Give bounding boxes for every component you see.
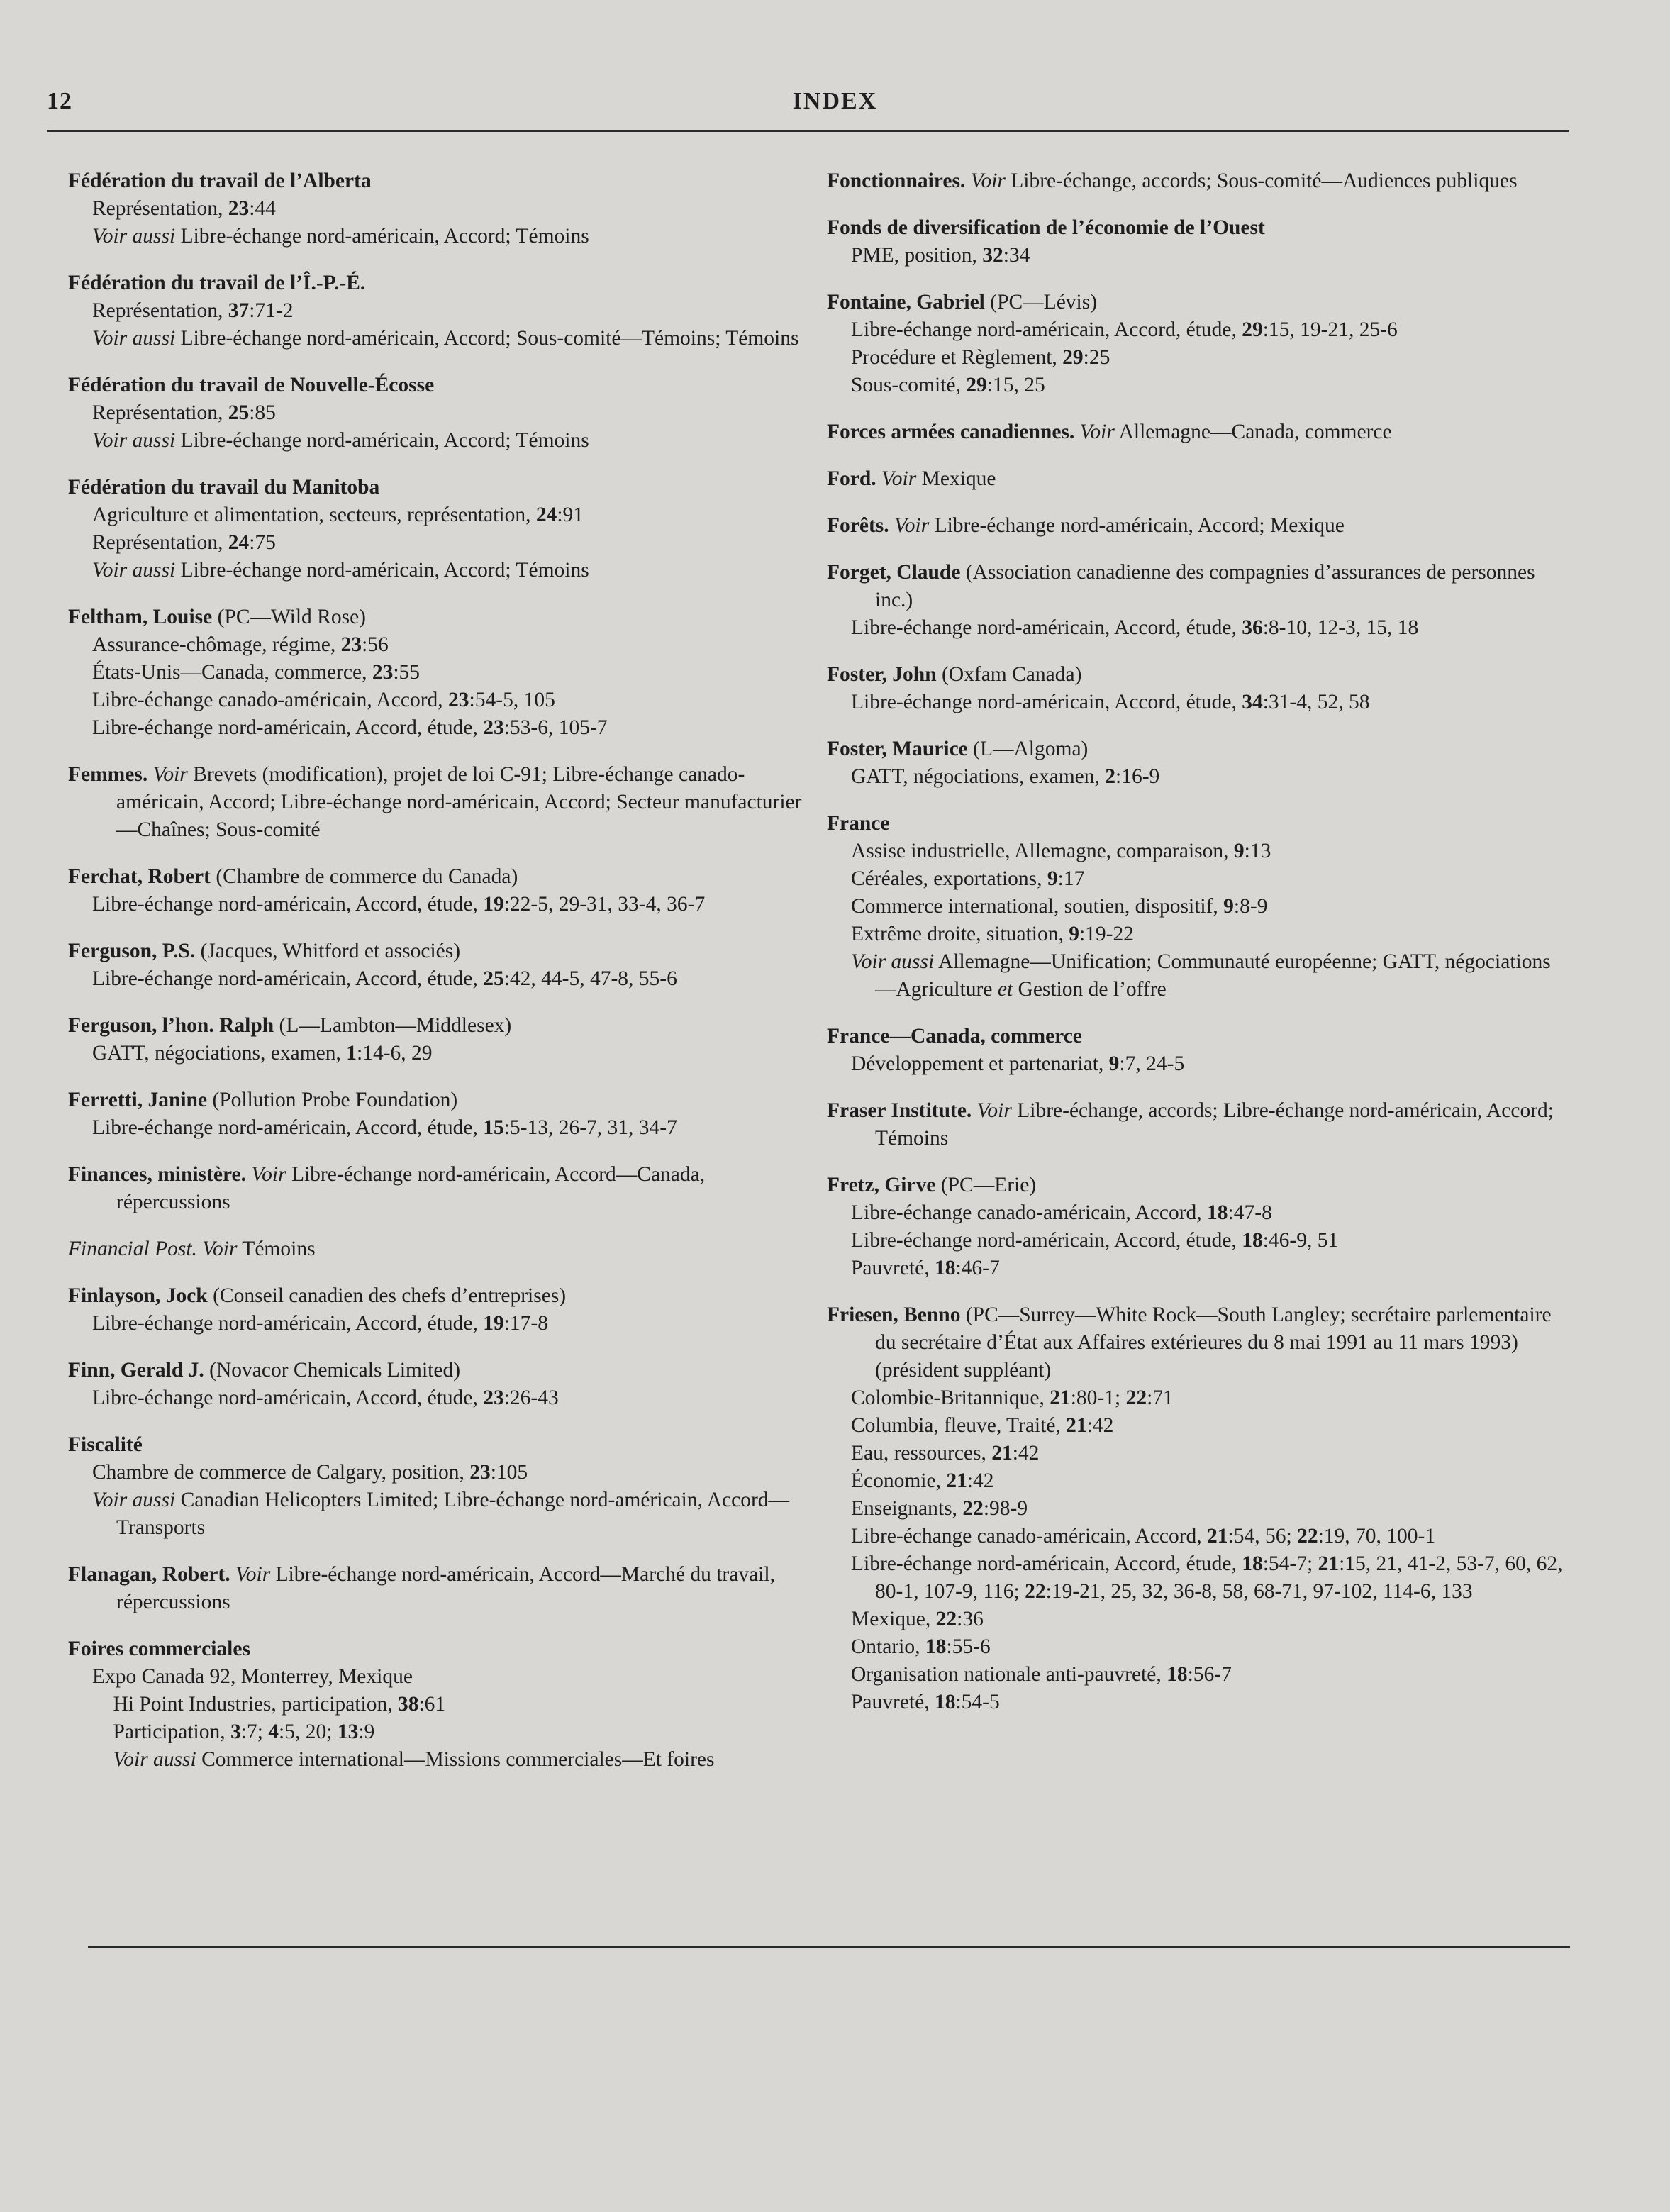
- heading-term: Fédération du travail de l’Î.-P.-É.: [68, 272, 366, 294]
- index-entry: [827, 289, 1571, 399]
- heading-detail: (PC—Lévis): [984, 291, 1098, 313]
- index-entry: [827, 167, 1571, 195]
- entry-heading: [68, 474, 813, 501]
- entry-heading: [827, 661, 1571, 689]
- volume-number: 18: [934, 1257, 956, 1279]
- sub-entry: Mexique, 22:36: [851, 1608, 984, 1630]
- index-entry: [827, 1023, 1571, 1078]
- page-title: INDEX: [792, 88, 878, 114]
- sub-entry: Procédure et Règlement, 29:25: [851, 346, 1110, 369]
- index-entry: [827, 559, 1571, 642]
- voir-label: Voir: [230, 1563, 271, 1586]
- heading-detail: (Pollution Probe Foundation): [207, 1089, 458, 1111]
- volume-number: 38: [397, 1693, 419, 1716]
- heading-term: Finances, ministère.: [68, 1163, 246, 1186]
- volume-number: 9: [1108, 1052, 1120, 1075]
- entry-heading: [68, 604, 813, 631]
- sub-entry: Eau, ressources, 21:42: [851, 1442, 1040, 1465]
- sub-entry: Voir aussi Canadian Helicopters Limited; Libre-échange nord-américain, Accord—Transports: [92, 1489, 790, 1539]
- sub-entry: Voir aussi Libre-échange nord-américain, Accord; Témoins: [92, 225, 589, 248]
- volume-number: 23: [469, 1461, 491, 1484]
- volume-number: 22: [935, 1608, 957, 1630]
- volume-number: 24: [535, 504, 557, 526]
- index-entry: [68, 269, 813, 352]
- sub-entry: GATT, négociations, examen, 1:14-6, 29: [92, 1042, 433, 1065]
- index-entry: [827, 1097, 1571, 1152]
- volume-number: 37: [228, 299, 250, 322]
- volume-number: 4: [268, 1721, 279, 1743]
- heading-detail: (L—Lambton—Middlesex): [274, 1014, 512, 1037]
- entry-heading: [68, 1012, 813, 1040]
- index-entry: [68, 1012, 813, 1067]
- heading-term: France—Canada, commerce: [827, 1025, 1082, 1047]
- heading-detail: Libre-échange, accords; Libre-échange nord-américain, Accord; Témoins: [875, 1099, 1554, 1150]
- volume-number: 19: [483, 1312, 504, 1335]
- voir-aussi-label: Voir aussi: [92, 1489, 176, 1511]
- sub-entry: Organisation nationale anti-pauvreté, 18:56-7: [851, 1663, 1232, 1686]
- volume-number: 9: [1069, 923, 1079, 945]
- voir-label: Voir: [876, 467, 917, 490]
- volume-number: 19: [483, 893, 504, 916]
- voir-aussi-label: Voir aussi: [92, 429, 176, 452]
- heading-term: Forêts.: [827, 514, 889, 537]
- heading-term: Ferguson, l’hon. Ralph: [68, 1014, 274, 1037]
- volume-number: 21: [946, 1469, 967, 1492]
- entry-heading: [827, 465, 1571, 493]
- volume-number: 23: [483, 1386, 504, 1409]
- heading-term: Fraser Institute.: [827, 1099, 972, 1122]
- volume-number: 18: [925, 1635, 947, 1658]
- heading-term: Ferchat, Robert: [68, 865, 211, 888]
- index-entry: [827, 1172, 1571, 1282]
- index-entry: [827, 465, 1571, 493]
- entry-heading: [827, 559, 1571, 614]
- volume-number: 1: [346, 1042, 357, 1065]
- heading-term: Feltham, Louise: [68, 606, 213, 628]
- voir-aussi-label: Voir aussi: [92, 327, 176, 350]
- entry-heading: [827, 214, 1571, 242]
- sub-entry: Libre-échange canado-américain, Accord, 21:54, 56; 22:19, 70, 100-1: [851, 1525, 1436, 1547]
- volume-number: 22: [1025, 1580, 1046, 1603]
- entry-heading: [68, 1561, 813, 1616]
- volume-number: 9: [1047, 867, 1058, 890]
- sub-entry: Colombie-Britannique, 21:80-1; 22:71: [851, 1386, 1174, 1409]
- heading-term-italic: Financial Post.: [68, 1238, 197, 1260]
- entry-heading: [827, 418, 1571, 446]
- index-column-right: [827, 167, 1571, 1735]
- volume-number: 9: [1233, 840, 1245, 862]
- heading-detail: (Oxfam Canada): [936, 663, 1082, 686]
- sub-entry: Agriculture et alimentation, secteurs, représentation, 24:91: [92, 504, 584, 526]
- heading-term: Fédération du travail de Nouvelle-Écosse: [68, 374, 435, 396]
- heading-detail: Libre-échange nord-américain, Accord—Canada, répercussions: [116, 1163, 706, 1213]
- index-entry: [68, 1282, 813, 1338]
- heading-term: Flanagan, Robert.: [68, 1563, 230, 1586]
- volume-number: 21: [1066, 1414, 1087, 1437]
- heading-detail: Libre-échange nord-américain, Accord—Marché du travail, répercussions: [116, 1563, 775, 1613]
- index-entry: [68, 1357, 813, 1412]
- volume-number: 32: [982, 244, 1003, 267]
- sub-entry: Participation, 3:7; 4:5, 20; 13:9: [113, 1721, 375, 1743]
- volume-number: 34: [1242, 691, 1263, 713]
- sub-entry: Représentation, 24:75: [92, 531, 276, 554]
- volume-number: 23: [340, 633, 362, 656]
- entry-heading: [68, 1282, 813, 1310]
- entry-heading: [68, 1161, 813, 1216]
- heading-detail: Témoins: [237, 1238, 316, 1260]
- sub-entry: Voir aussi Libre-échange nord-américain, Accord; Sous-comité—Témoins; Témoins: [92, 327, 799, 350]
- entry-heading: [68, 1357, 813, 1384]
- heading-term: Fonds de diversification de l’économie de l’Ouest: [827, 216, 1265, 239]
- index-column-left: [68, 167, 813, 1793]
- entry-heading: [827, 810, 1571, 838]
- index-entry: [68, 761, 813, 844]
- entry-heading: [827, 167, 1571, 195]
- heading-detail: Mexique: [916, 467, 996, 490]
- volume-number: 21: [991, 1442, 1013, 1465]
- sub-entry: Libre-échange nord-américain, Accord, étude, 25:42, 44-5, 47-8, 55-6: [92, 967, 677, 990]
- volume-number: 22: [962, 1497, 984, 1520]
- sub-entry: Libre-échange nord-américain, Accord, étude, 15:5-13, 26-7, 31, 34-7: [92, 1116, 677, 1139]
- sub-entry: Enseignants, 22:98-9: [851, 1497, 1028, 1520]
- heading-detail: (PC—Surrey—White Rock—South Langley; secrétaire parlementaire du secrétaire d’État aux Affaires extérieures du 8 mai 1991 au 11 mars 1993) (président suppléant): [875, 1304, 1552, 1382]
- heading-detail: (Association canadienne des compagnies d’assurances de personnes inc.): [875, 561, 1535, 611]
- heading-term: France: [827, 812, 890, 835]
- heading-term: Fonctionnaires.: [827, 169, 966, 192]
- sub-entry: Représentation, 23:44: [92, 197, 276, 220]
- index-entry: [68, 1431, 813, 1542]
- footer-rule: [88, 1946, 1570, 1948]
- heading-detail: (Chambre de commerce du Canada): [210, 865, 518, 888]
- volume-number: 3: [230, 1721, 241, 1743]
- index-entry: [68, 604, 813, 742]
- volume-number: 15: [483, 1116, 504, 1139]
- sub-entry: Libre-échange canado-américain, Accord, 18:47-8: [851, 1201, 1272, 1224]
- heading-term: Fontaine, Gabriel: [827, 291, 985, 313]
- volume-number: 29: [1062, 346, 1084, 369]
- heading-detail: (L—Algoma): [967, 738, 1089, 760]
- voir-label: Voir: [246, 1163, 286, 1186]
- sub-entry: Ontario, 18:55-6: [851, 1635, 991, 1658]
- sub-entry: Libre-échange canado-américain, Accord, 23:54-5, 105: [92, 689, 555, 711]
- voir-aussi-label: Voir aussi: [851, 950, 935, 973]
- voir-label: Voir: [972, 1099, 1012, 1122]
- voir-label: Voir: [147, 763, 188, 786]
- voir-aussi-label: Voir aussi: [113, 1748, 196, 1771]
- sub-entry: Assurance-chômage, régime, 23:56: [92, 633, 389, 656]
- sub-entry: Hi Point Industries, participation, 38:61: [113, 1693, 446, 1716]
- sub-entry: Extrême droite, situation, 9:19-22: [851, 923, 1134, 945]
- index-entry: [68, 863, 813, 918]
- heading-detail: (Novacor Chemicals Limited): [204, 1359, 461, 1382]
- volume-number: 21: [1318, 1552, 1340, 1575]
- index-entry: [68, 1086, 813, 1142]
- index-entry: [68, 167, 813, 250]
- conjunction-et: et: [997, 978, 1013, 1001]
- heading-term: Forget, Claude: [827, 561, 961, 584]
- heading-detail: Allemagne—Canada, commerce: [1114, 421, 1392, 443]
- entry-heading: [827, 735, 1571, 763]
- entry-heading: [68, 863, 813, 891]
- heading-term: Foires commerciales: [68, 1638, 250, 1660]
- sub-entry: Économie, 21:42: [851, 1469, 994, 1492]
- index-entry: [827, 512, 1571, 540]
- sub-entry: Pauvreté, 18:54-5: [851, 1691, 1000, 1713]
- index-entry: [68, 938, 813, 993]
- entry-heading: [68, 1086, 813, 1114]
- sub-entry: Commerce international, soutien, dispositif, 9:8-9: [851, 895, 1268, 918]
- heading-term: Foster, John: [827, 663, 937, 686]
- entry-heading: [68, 1235, 813, 1263]
- volume-number: 21: [1207, 1525, 1228, 1547]
- sub-entry: Développement et partenariat, 9:7, 24-5: [851, 1052, 1185, 1075]
- heading-detail: Libre-échange, accords; Sous-comité—Audiences publiques: [1005, 169, 1518, 192]
- heading-term: Friesen, Benno: [827, 1304, 961, 1326]
- entry-heading: [827, 1097, 1571, 1152]
- entry-heading: [827, 289, 1571, 316]
- sub-entry: Sous-comité, 29:15, 25: [851, 374, 1045, 396]
- heading-term: Forces armées canadiennes.: [827, 421, 1075, 443]
- index-entry: [827, 418, 1571, 446]
- index-entry: [68, 1561, 813, 1616]
- sub-entry: Libre-échange nord-américain, Accord, étude, 18:54-7; 21:15, 21, 41-2, 53-7, 60, 62, 80-1, 107-9, 116; 22:19-21, 25, 32, 36-8, 58, 68-71, 97-102, 114-6, 133: [851, 1552, 1563, 1603]
- voir-label: Voir: [1074, 421, 1115, 443]
- heading-term: Fédération du travail du Manitoba: [68, 476, 380, 499]
- voir-label: Voir: [965, 169, 1006, 192]
- heading-detail: (PC—Erie): [935, 1174, 1037, 1196]
- sub-entry: Libre-échange nord-américain, Accord, étude, 23:53-6, 105-7: [92, 716, 608, 739]
- sub-entry: Voir aussi Libre-échange nord-américain, Accord; Témoins: [92, 429, 589, 452]
- volume-number: 29: [1242, 318, 1263, 341]
- sub-entry: Représentation, 37:71-2: [92, 299, 294, 322]
- volume-number: 24: [228, 531, 250, 554]
- heading-detail: Brevets (modification), projet de loi C-91; Libre-échange canado-américain, Accord; Libre-échange nord-américain, Accord; Secteur manufacturier—Chaînes; Sous-comité: [116, 763, 802, 841]
- index-entry: [68, 474, 813, 584]
- sub-entry: Voir aussi Commerce international—Missions commerciales—Et foires: [113, 1748, 715, 1771]
- index-entry: [68, 372, 813, 455]
- heading-detail: (PC—Wild Rose): [212, 606, 367, 628]
- entry-heading: [68, 938, 813, 965]
- volume-number: 23: [372, 661, 394, 684]
- sub-entry: Expo Canada 92, Monterrey, Mexique: [92, 1665, 413, 1688]
- sub-entry: Chambre de commerce de Calgary, position, 23:105: [92, 1461, 528, 1484]
- voir-label: Voir: [889, 514, 930, 537]
- volume-number: 23: [228, 197, 250, 220]
- voir-label: Voir: [196, 1238, 238, 1260]
- volume-number: 18: [1207, 1201, 1228, 1224]
- sub-entry: GATT, négociations, examen, 2:16-9: [851, 765, 1160, 788]
- page-number: 12: [47, 88, 72, 114]
- index-entry: [827, 1301, 1571, 1716]
- sub-entry: Libre-échange nord-américain, Accord, étude, 34:31-4, 52, 58: [851, 691, 1370, 713]
- sub-entry: Pauvreté, 18:46-7: [851, 1257, 1000, 1279]
- entry-heading: [827, 1023, 1571, 1050]
- heading-term: Fédération du travail de l’Alberta: [68, 169, 372, 192]
- heading-term: Fiscalité: [68, 1433, 143, 1456]
- entry-heading: [68, 167, 813, 195]
- header-rule: [47, 130, 1569, 132]
- heading-term: Ford.: [827, 467, 876, 490]
- heading-detail: (Conseil canadien des chefs d’entreprises): [207, 1284, 567, 1307]
- sub-entry: Columbia, fleuve, Traité, 21:42: [851, 1414, 1114, 1437]
- sub-entry: PME, position, 32:34: [851, 244, 1030, 267]
- index-entry: [827, 214, 1571, 269]
- sub-entry: Libre-échange nord-américain, Accord, étude, 19:22-5, 29-31, 33-4, 36-7: [92, 893, 706, 916]
- voir-aussi-label: Voir aussi: [92, 225, 176, 248]
- sub-entry: Représentation, 25:85: [92, 401, 276, 424]
- volume-number: 25: [228, 401, 250, 424]
- sub-entry: Libre-échange nord-américain, Accord, étude, 19:17-8: [92, 1312, 548, 1335]
- sub-entry: Voir aussi Libre-échange nord-américain, Accord; Témoins: [92, 559, 589, 582]
- heading-term: Finn, Gerald J.: [68, 1359, 204, 1382]
- sub-entry: Voir aussi Allemagne—Unification; Communauté européenne; GATT, négociations—Agriculture et Gestion de l’offre: [851, 950, 1551, 1001]
- heading-detail: (Jacques, Whitford et associés): [195, 940, 461, 962]
- volume-number: 13: [337, 1721, 359, 1743]
- volume-number: 2: [1105, 765, 1116, 788]
- volume-number: 18: [934, 1691, 956, 1713]
- entry-heading: [827, 1172, 1571, 1199]
- sub-entry: Libre-échange nord-américain, Accord, étude, 36:8-10, 12-3, 15, 18: [851, 616, 1419, 639]
- volume-number: 22: [1125, 1386, 1147, 1409]
- sub-entry: Libre-échange nord-américain, Accord, étude, 29:15, 19-21, 25-6: [851, 318, 1398, 341]
- volume-number: 36: [1242, 616, 1263, 639]
- heading-term: Fretz, Girve: [827, 1174, 936, 1196]
- entry-heading: [68, 372, 813, 399]
- entry-heading: [68, 269, 813, 297]
- entry-heading: [68, 1431, 813, 1459]
- index-entry: [68, 1161, 813, 1216]
- heading-detail: Libre-échange nord-américain, Accord; Mexique: [929, 514, 1345, 537]
- index-entry: [68, 1635, 813, 1774]
- heading-term: Ferretti, Janine: [68, 1089, 208, 1111]
- voir-aussi-label: Voir aussi: [92, 559, 176, 582]
- volume-number: 23: [483, 716, 504, 739]
- entry-heading: [68, 761, 813, 844]
- volume-number: 22: [1297, 1525, 1318, 1547]
- volume-number: 29: [966, 374, 987, 396]
- index-entry: [827, 810, 1571, 1004]
- entry-heading: [827, 1301, 1571, 1384]
- heading-term: Ferguson, P.S.: [68, 940, 196, 962]
- heading-term: Finlayson, Jock: [68, 1284, 208, 1307]
- volume-number: 9: [1223, 895, 1234, 918]
- entry-heading: [68, 1635, 813, 1663]
- sub-entry: Céréales, exportations, 9:17: [851, 867, 1085, 890]
- volume-number: 18: [1242, 1229, 1263, 1252]
- entry-heading: [827, 512, 1571, 540]
- heading-term: Femmes.: [68, 763, 148, 786]
- index-entry: [827, 735, 1571, 791]
- volume-number: 23: [448, 689, 469, 711]
- index-entry: [827, 661, 1571, 716]
- heading-term: Foster, Maurice: [827, 738, 968, 760]
- volume-number: 18: [1242, 1552, 1263, 1575]
- index-entry: [68, 1235, 813, 1263]
- volume-number: 21: [1050, 1386, 1071, 1409]
- sub-entry: États-Unis—Canada, commerce, 23:55: [92, 661, 421, 684]
- volume-number: 18: [1167, 1663, 1188, 1686]
- sub-entry: Assise industrielle, Allemagne, comparaison, 9:13: [851, 840, 1271, 862]
- sub-entry: Libre-échange nord-américain, Accord, étude, 23:26-43: [92, 1386, 559, 1409]
- sub-entry: Libre-échange nord-américain, Accord, étude, 18:46-9, 51: [851, 1229, 1339, 1252]
- volume-number: 25: [483, 967, 504, 990]
